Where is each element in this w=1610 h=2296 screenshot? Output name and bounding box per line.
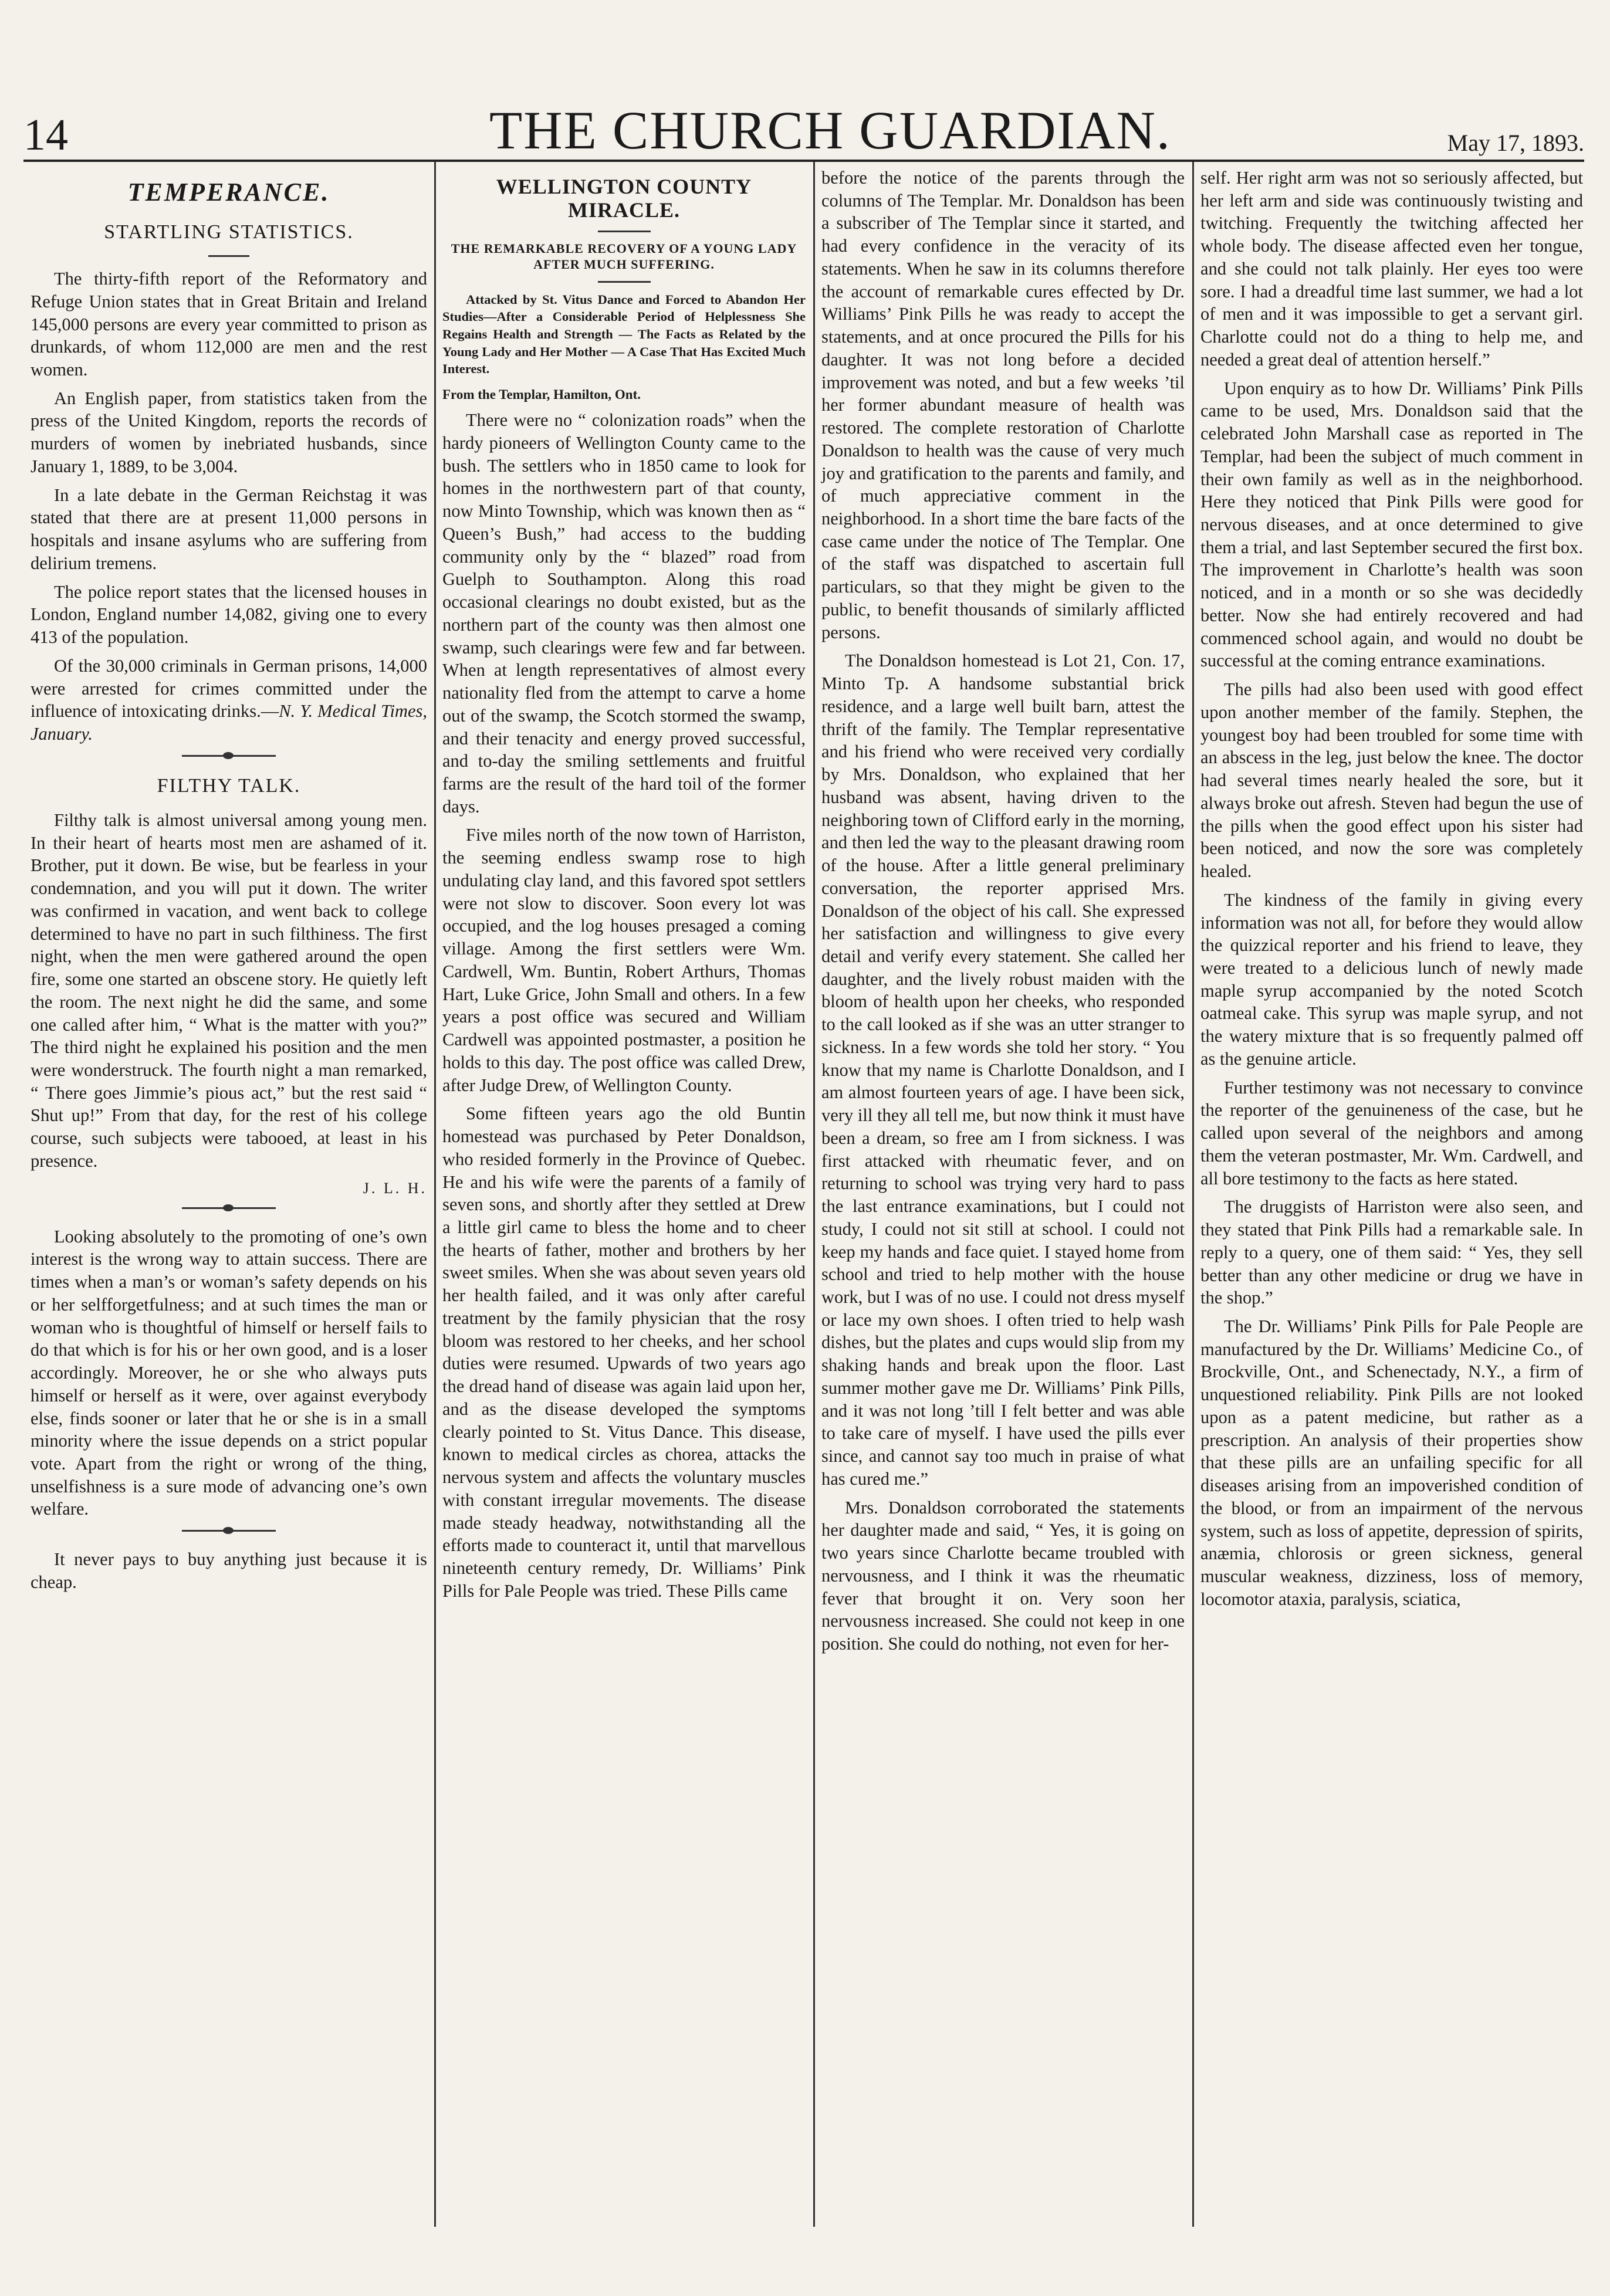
column-4 [1193, 162, 1590, 2227]
paragraph: There were no “ colonization roads” when the hardy pioneers of Wellington County came to the bush. The settlers who in 1850 came to look for homes in the northwestern part of that county, now Minto Township, which was known then as “ Queen’s Bush,” had access to the budding community only by the “ blazed” road from Guelph to Southampton. Along this road occasional clearings no doubt existed, but as the northern part of the county was then almost one swamp, such clearings were few and far between. When at length representatives of almost every nationality fled from the attempt to carve a home out of the swamp, the Scotch stormed the swamp, and their tenacity and energy proved successful, and to-day the smiling settlements and fruitful farms are the result of the hard toil of the former days. [442, 410, 806, 817]
paragraph: Mrs. Donaldson corroborated the statements her daughter made and said, “ Yes, it is going on two years since Charlotte became troubled with nervousness, and I think it was the rheumatic fever that brought it on. Very soon her nervousness increased. She could not keep in one position. She could do nothing, not even for her- [821, 1497, 1185, 1654]
paragraph: The Donaldson homestead is Lot 21, Con. 17, Minto Tp. A handsome substantial brick residence, and a large well built barn, attest the thrift of the family. The Templar representative and his friend who were received very cordially by Mrs. Donaldson, who explained that her husband was absent, having driven to the neighboring town of Clifford early in the morning, and then led the way to the pleasant drawing room of the house. After a little general preliminary conversation, the reporter apprised Mrs. Donaldson of the object of his call. She expressed her satisfaction and willingness to give every detail and verify every statement. She called her daughter, and the lively robust maiden with the bloom of health upon her cheeks, who responded to the call looked as if she was an utter stranger to sickness. In a few words she told her story. “ You know that my name is Charlotte Donaldson, and I am almost fourteen years of age. I have been sick, very ill they all tell me, but now think it must have been a dream, so free am I from sickness. I was first attacked with rheumatic fever, and on returning to school was trying very hard to pass the last entrance examinations, but I could not study, I could not sit still at school. I could not keep my hands and face quiet. I stayed home from school and tried to help mother with the house work, but I was of no use. I could not dress myself or lace my own shoes. I often tried to help wash dishes, but the plates and cups would slip from my shaking hands and break upon the floor. Last summer mother gave me Dr. Williams’ Pink Pills, and it was not long ’till I felt better and was able to take care of myself. I have used the pills ever since, and cannot say too much in praise of what has cured me.” [821, 651, 1185, 1489]
paragraph: Five miles north of the now town of Harriston, the seeming endless swamp rose to high undulating clay land, and this favored spot settlers were not slow to discover. Soon every lot was occupied, and the log houses presaged a coming village. Among the first settlers were Wm. Cardwell, Wm. Buntin, Robert Arthurs, Thomas Hart, Luke Grice, John Small and others. In a few years a post office was secured and William Cardwell was appointed postmaster, a position he holds to this day. The post office was called Drew, after Judge Drew, of Wellington County. [442, 825, 806, 1095]
issue-date: May 17, 1893. [1447, 130, 1584, 156]
ornamental-divider [182, 1530, 276, 1538]
article-subtitle: THE REMARKABLE RECOVERY OF A YOUNG LADY AFTER MUCH SUFFERING. [451, 241, 797, 272]
article-title-startling-statistics: STARTLING STATISTICS. [104, 221, 354, 243]
title-rule [208, 255, 249, 257]
paragraph: Filthy talk is almost universal among young men. In their heart of hearts most men are ashamed of it. Brother, put it down. Be wise, but be fearless in your condemnation, and you will put it down. The writer was confirmed in vacation, and went back to college determined to have no part in such filthiness. The first night, when the men were gathered around the open fire, some one started an obscene story. He quietly left the room. The next night he did the same, and some one called after him, “ What is the matter with you?” The third night he explained his position and the men were wonderstruck. The fourth night a man remarked, “ There goes Jimmie’s pious act,” but the rest said “ Shut up!” From that day, for the rest of his college course, such subjects were tabooed, at least in his presence. [31, 810, 427, 1171]
article-title-filthy-talk: FILTHY TALK. [157, 774, 301, 797]
ornamental-divider [182, 755, 276, 763]
paragraph: The thirty-fifth report of the Reformatory and Refuge Union states that in Great Britain and Ireland 145,000 persons are every year committed to prison as drunkards, of whom 112,000 are men and the rest women. [31, 269, 427, 380]
article-source: From the Templar, Hamilton, Ont. [442, 387, 641, 402]
paragraph: Some fifteen years ago the old Buntin homestead was purchased by Peter Donaldson, who resided formerly in the Province of Quebec. He and his wife were the parents of a family of seven sons, and shortly after they settled at Drew a little girl came to bless the home and to cheer the hearts of father, mother and brothers by her sweet smiles. When she was about seven years old her health failed, and it was only after careful treatment by the family physician that the rosy bloom was restored to her cheeks, and her school duties were resumed. Upwards of two years ago the dread hand of disease was again laid upon her, and as the disease developed the symptoms clearly pointed to St. Vitus Dance. This disease, known to medical circles as chorea, attacks the nervous system and affects the voluntary muscles with constant irregular movements. The disease made steady headway, notwithstanding all the efforts made to counteract it, until that marvellous nineteenth century remedy, Dr. Williams’ Pink Pills for Pale People was tried. These Pills came [442, 1103, 806, 1601]
paragraph [31, 655, 427, 746]
paragraph: Upon enquiry as to how Dr. Williams’ Pink Pills came to be used, Mrs. Donaldson said that the celebrated John Marshall case as reported in The Templar, had been the subject of much comment in their own family as well as in the neighborhood. Here they noticed that Pink Pills were good for nervous diseases, and at once determined to give them a trial, and last September secured the first box. The improvement in Charlotte’s health was soon noticed, and in a month or so she was decidedly better. Now she had entirely recovered and had commenced school again, and would no doubt be successful at the coming entrance examinations. [1200, 378, 1583, 671]
paragraph: before the notice of the parents through the columns of The Templar. Mr. Donaldson has been a subscriber of The Templar since it started, and had every confidence in the veracity of its statements. When he saw in its columns therefore the account of remarkable cures effected by Dr. Williams’ Pink Pills he was ready to accept the statements, and at once procured the Pills for his daughter. It was not long before a decided improvement was noted, and but a few weeks ’til her former abundant measure of health was restored. The complete restoration of Charlotte Donaldson to health was the cause of very much joy and gratification to the parents and family, and of much appreciative comment in the neighborhood. In a short time the bare facts of the case came under the notice of The Templar. One of the staff was dispatched to ascertain full particulars, so that they might be given to the public, to benefit thousands of similarly afflicted persons. [821, 168, 1185, 642]
paragraph: Further testimony was not necessary to convince the reporter of the genuineness of the case, but he called upon several of the neighbors and among them the veteran postmaster, Mr. Wm. Cardwell, and all bore testimony to the facts as here stated. [1200, 1077, 1583, 1188]
title-rule [598, 231, 651, 232]
paragraph: The druggists of Harriston were also seen, and they stated that Pink Pills had a remarkable sale. In reply to a query, one of them said: “ Yes, they sell better than any other medicine or drug we have in the shop.” [1200, 1197, 1583, 1308]
paragraph: self. Her right arm was not so seriously affected, but her left arm and side was continuously twisting and twitching. Frequently the twitching affected her whole body. The disease affected even her tongue, and she could not talk plainly. Her eyes too were sore. I had a dreadful time last summer, we had a lot of men and it was impossible to get a servant girl. Charlotte could not do a thing to help me, and needed a great deal of attention herself.” [1200, 168, 1583, 370]
ornamental-divider [182, 1207, 276, 1215]
paragraph: The pills had also been used with good effect upon another member of the family. Stephen, the youngest boy had been troubled for some time with an abscess in the leg, just below the knee. The doctor had several times nearly healed the sore, but it always broke out afresh. Steven had begun the use of the pills when the good effect upon his sister had been noticed, and now the sore was completely healed. [1200, 679, 1583, 882]
citation: N. Y. Medical Times, January. [31, 701, 427, 744]
paragraph: It never pays to buy anything just because it is cheap. [31, 1549, 427, 1592]
column-1 [23, 162, 434, 2227]
column-2 [435, 162, 813, 2227]
newspaper-title: THE CHURCH GUARDIAN. [489, 100, 1171, 160]
paragraph: The kindness of the family in giving every information was not all, for before they would allow the quizzical reporter and his friend to leave, they were treated to a delicious lunch of newly made maple syrup accompanied by the noted Scotch oatmeal cake. This syrup was maple syrup, and not the watery mixture that is so frequently palmed off as the genuine article. [1200, 889, 1583, 1069]
paragraph: In a late debate in the German Reichstag it was stated that there are at present 11,000 persons in hospitals and insane asylums who are suffering from delirium tremens. [31, 485, 427, 573]
masthead [23, 69, 1584, 160]
page-number: 14 [23, 110, 68, 160]
article-deck: Attacked by St. Vitus Dance and Forced to Abandon Her Studies—After a Considerable Period of Helplessness She Regains Health and Strength — The Facts as Related by the Young Lady and Her Mother — A Case That Has Excited Much Interest. [442, 292, 806, 377]
title-rule [598, 281, 651, 283]
section-heading-temperance: TEMPERANCE. [127, 178, 330, 206]
paragraph: The police report states that the licensed houses in London, England number 14,082, giving one to every 413 of the population. [31, 581, 427, 648]
paragraph: Looking absolutely to the promoting of one’s own interest is the wrong way to attain success. There are times when a man’s or woman’s safety depends on his or her selfforgetfulness; and at such times the man or woman who is thoughtful of himself or herself fails to do that which is for his or her own good, and is a loser accordingly. Moreover, he or she who always puts himself or herself as it were, over against everybody else, finds sooner or later that he or she is in a small minority where the issue depends on a strict popular vote. Apart from the right or wrong of the thing, unselfishness is a sure mode of advancing one’s own welfare. [31, 1226, 427, 1519]
paragraph: The Dr. Williams’ Pink Pills for Pale People are manufactured by the Dr. Williams’ Medicine Co., of Brockville, Ont., and Schenectady, N.Y., a firm of unquestioned reliability. Pink Pills are not looked upon as a patent medicine, but rather as a prescription. An analysis of their properties show that these pills are an unfailing specific for all diseases arising from an impoverished condition of the blood, or from an impairment of the nervous system, such as loss of appetite, depression of spirits, anæmia, chlorosis or green sickness, general muscular weakness, dizziness, loss of memory, locomotor ataxia, paralysis, sciatica, [1200, 1316, 1583, 1609]
author-initials: J. L. H. [363, 1179, 427, 1197]
paragraph: An English paper, from statistics taken from the press of the United Kingdom, reports the records of murders of women by inebriated husbands, since January 1, 1889, to be 3,004. [31, 388, 427, 476]
column-3 [814, 162, 1192, 2227]
paragraph-text: Of the 30,000 criminals in German prisons, 14,000 were arrested for crimes committed under the influence of intoxicating drinks.— [31, 655, 427, 722]
article-title-wellington-county-miracle: WELLINGTON COUNTY MIRACLE. [496, 175, 752, 222]
